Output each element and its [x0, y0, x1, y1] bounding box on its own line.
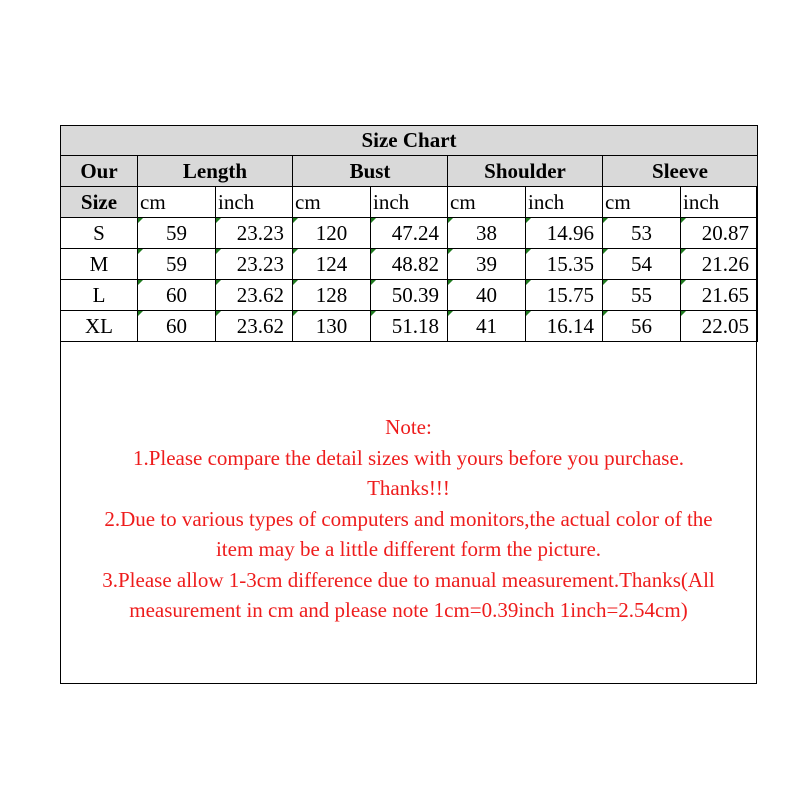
length-cm: 60 — [138, 311, 216, 342]
length-inch: 23.62 — [216, 280, 293, 311]
bust-inch: 50.39 — [371, 280, 448, 311]
table-row — [61, 218, 758, 249]
length-cm: 59 — [138, 218, 216, 249]
sleeve-cm: 55 — [603, 280, 681, 311]
header-length: Length — [138, 156, 293, 187]
size-chart-sheet — [60, 125, 757, 684]
unit-cell: cm — [293, 187, 371, 218]
table-row — [61, 249, 758, 280]
table-row — [61, 280, 758, 311]
unit-cell: cm — [603, 187, 681, 218]
sleeve-cm: 53 — [603, 218, 681, 249]
unit-cell: cm — [448, 187, 526, 218]
header-bust: Bust — [293, 156, 448, 187]
notes-block — [61, 412, 756, 626]
header-our: Our — [61, 156, 138, 187]
length-inch: 23.62 — [216, 311, 293, 342]
unit-cell: inch — [526, 187, 603, 218]
note-line: measurement in cm and please note 1cm=0.39inch 1inch=2.54cm) — [129, 598, 688, 622]
shoulder-cm: 40 — [448, 280, 526, 311]
chart-title: Size Chart — [61, 126, 758, 156]
bust-cm: 128 — [293, 280, 371, 311]
shoulder-inch: 14.96 — [526, 218, 603, 249]
unit-cell: inch — [681, 187, 758, 218]
size-chart-table — [60, 125, 758, 342]
shoulder-inch: 15.75 — [526, 280, 603, 311]
sleeve-inch: 20.87 — [681, 218, 758, 249]
sleeve-inch: 21.65 — [681, 280, 758, 311]
sleeve-cm: 56 — [603, 311, 681, 342]
size-label: XL — [61, 311, 138, 342]
shoulder-cm: 41 — [448, 311, 526, 342]
sleeve-cm: 54 — [603, 249, 681, 280]
shoulder-inch: 15.35 — [526, 249, 603, 280]
note-line: 1.Please compare the detail sizes with yours before you purchase. — [132, 445, 685, 470]
unit-cell: inch — [216, 187, 293, 218]
length-cm: 59 — [138, 249, 216, 280]
size-label: S — [61, 218, 138, 249]
bust-cm: 124 — [293, 249, 371, 280]
header-sleeve: Sleeve — [603, 156, 758, 187]
unit-cell: inch — [371, 187, 448, 218]
bust-cm: 130 — [293, 311, 371, 342]
size-label: M — [61, 249, 138, 280]
length-cm: 60 — [138, 280, 216, 311]
note-line: item may be a little different form the picture. — [215, 537, 602, 561]
table-row — [61, 311, 758, 342]
bust-inch: 47.24 — [371, 218, 448, 249]
length-inch: 23.23 — [216, 249, 293, 280]
length-inch: 23.23 — [216, 218, 293, 249]
unit-cell: cm — [138, 187, 216, 218]
bust-inch: 48.82 — [371, 249, 448, 280]
shoulder-inch: 16.14 — [526, 311, 603, 342]
note-line: 3.Please allow 1-3cm difference due to manual measurement.Thanks(All — [102, 567, 715, 592]
shoulder-cm: 38 — [448, 218, 526, 249]
sleeve-inch: 21.26 — [681, 249, 758, 280]
note-line: Thanks!!! — [367, 476, 450, 500]
header-size: Size — [61, 187, 138, 218]
note-heading: Note: — [385, 415, 432, 439]
sleeve-inch: 22.05 — [681, 311, 758, 342]
size-label: L — [61, 280, 138, 311]
bust-cm: 120 — [293, 218, 371, 249]
shoulder-cm: 39 — [448, 249, 526, 280]
header-shoulder: Shoulder — [448, 156, 603, 187]
bust-inch: 51.18 — [371, 311, 448, 342]
note-line: 2.Due to various types of computers and monitors,the actual color of the — [104, 506, 713, 531]
